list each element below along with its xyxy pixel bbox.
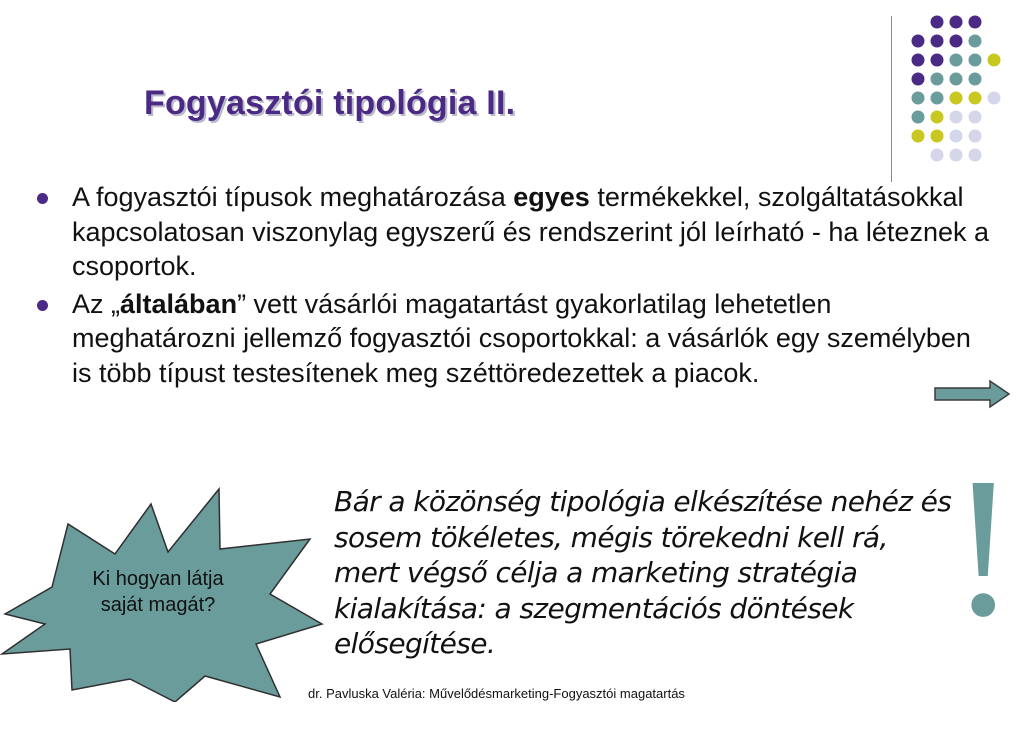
decorative-dot	[931, 35, 944, 48]
bullet-list	[30, 180, 990, 393]
footer-text: dr. Pavluska Valéria: Művelődésmarketing-Fogyasztói magatartás	[308, 686, 685, 701]
decorative-dot	[950, 73, 963, 86]
decorative-dot	[969, 111, 982, 124]
decorative-dot	[950, 130, 963, 143]
bullet-text-after: ” vett vásárlói magatartást gyakorlatilag lehetetlen meghatározni jellemző fogyasztói csoportokkal: a vásárlók egy személyben is több típust testesítenek meg széttöredezettek a piacok.	[72, 288, 971, 388]
decorative-dot	[950, 92, 963, 105]
decorative-dot	[912, 35, 925, 48]
starburst-line-2: saját magát?	[100, 594, 216, 616]
bullet-item	[30, 180, 990, 284]
decorative-dot	[988, 92, 1001, 105]
decorative-dot	[950, 149, 963, 162]
bullet-text-bold: általában	[120, 288, 238, 319]
decorative-dot	[912, 111, 925, 124]
decorative-dot	[931, 111, 944, 124]
bullet-dot-icon	[37, 300, 48, 311]
decorative-dot	[969, 92, 982, 105]
decorative-dot	[969, 130, 982, 143]
decorative-dot	[931, 16, 944, 29]
decorative-dot	[931, 130, 944, 143]
decorative-dot	[969, 35, 982, 48]
decorative-dot	[912, 130, 925, 143]
decorative-dot	[931, 73, 944, 86]
decorative-dot	[988, 54, 1001, 67]
starburst-line-1: Ki hogyan látja	[92, 568, 224, 590]
decorative-dot	[950, 35, 963, 48]
divider-line	[891, 16, 892, 182]
emphasis-quote: Bár a közönség tipológia elkészítése nehéz és sosem tökéletes, mégis törekedni kell rá, mert végső célja a marketing stratégia kialakítása: a szegmentációs döntések elősegítése.	[334, 485, 952, 660]
bullet-text-after: termékekkel, szolgáltatásokkal kapcsolatosan viszonylag egyszerű és rendszerint jól leírható - ha léteznek a csoportok.	[72, 182, 989, 281]
bullet-text-bold: egyes	[513, 182, 590, 212]
decorative-dot	[969, 149, 982, 162]
bullet-item	[30, 287, 990, 391]
decorative-dot	[931, 54, 944, 67]
starburst-label	[58, 566, 258, 618]
decorative-dot	[931, 149, 944, 162]
bullet-text-before: A fogyasztói típusok meghatározása	[72, 182, 514, 212]
decorative-dot	[950, 54, 963, 67]
decorative-dot	[912, 54, 925, 67]
decorative-dot	[969, 54, 982, 67]
exclamation-mark: !	[950, 437, 1017, 658]
decorative-dot	[969, 16, 982, 29]
decorative-dot	[969, 73, 982, 86]
decorative-dot	[912, 92, 925, 105]
decorative-dot	[931, 92, 944, 105]
decorative-dot	[912, 73, 925, 86]
decorative-dot	[950, 111, 963, 124]
slide-title: Fogyasztói tipológia II.	[144, 84, 516, 122]
decorative-dot	[950, 16, 963, 29]
bullet-text-before: Az „	[72, 288, 121, 319]
bullet-dot-icon	[37, 193, 48, 204]
right-arrow-icon	[934, 379, 1010, 409]
